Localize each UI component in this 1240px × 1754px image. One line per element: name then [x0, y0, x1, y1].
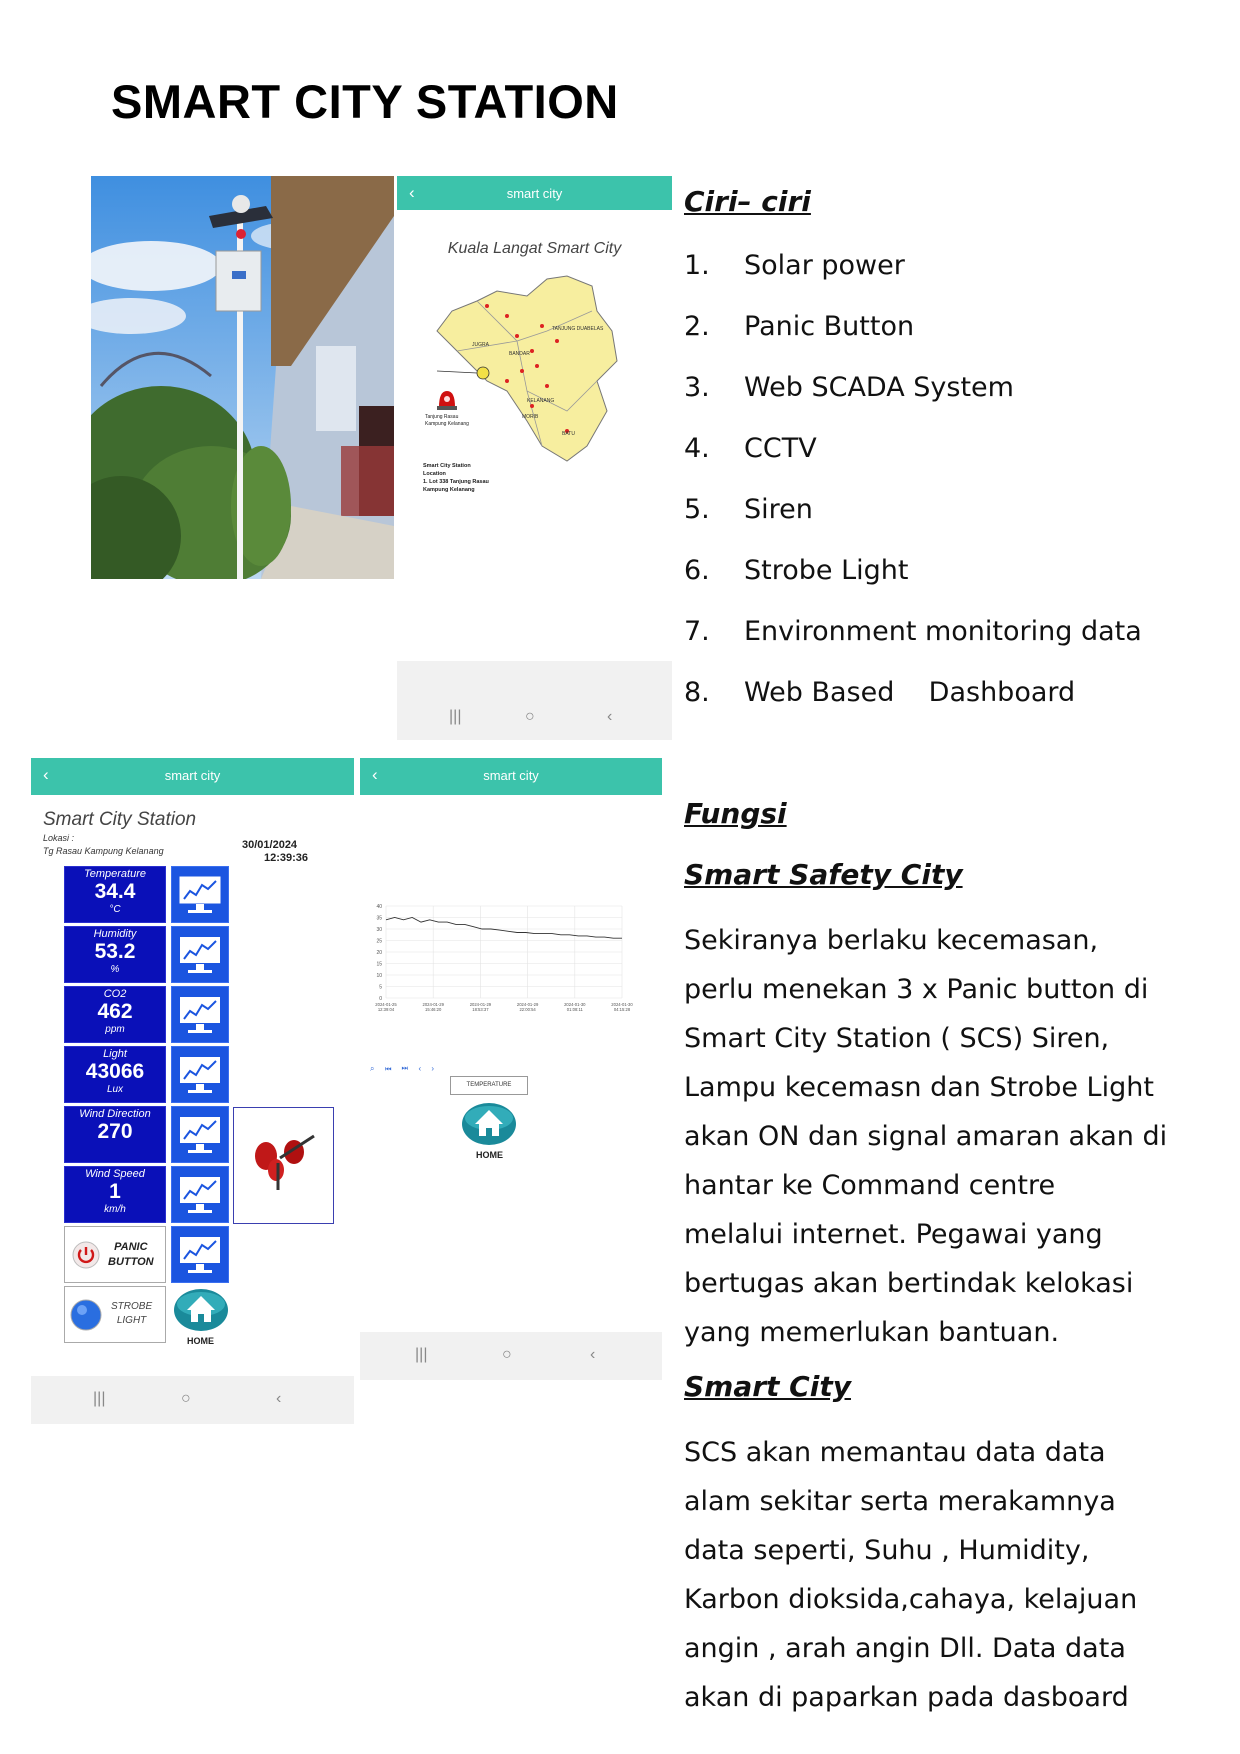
recent-apps-icon[interactable]: ||| — [93, 1390, 106, 1407]
map-screen — [397, 176, 672, 740]
strobe-light-icon — [69, 1298, 103, 1332]
feature-text: Panic Button — [744, 311, 915, 342]
smart-city-heading: Smart City — [684, 1370, 851, 1403]
tile-label: CO2 — [103, 988, 127, 1000]
tile-unit: ppm — [105, 1024, 125, 1035]
chart-x-tick-label: 2024-01-29 — [469, 1002, 492, 1007]
temperature-button[interactable]: TEMPERATURE — [450, 1076, 528, 1095]
app-title: smart city — [483, 768, 539, 783]
chart-x-tick-label: 12:39:04 — [377, 1007, 395, 1012]
chart-y-tick-label: 0 — [379, 996, 382, 1002]
chart-x-tick-label: 2024-01-30 — [564, 1002, 586, 1007]
light-chart-button[interactable] — [171, 1046, 229, 1103]
chart-x-tick-label: 2024-01-30 — [611, 1002, 633, 1007]
feature-text: CCTV — [744, 433, 817, 464]
monitor-chart-icon — [172, 1167, 228, 1222]
smart-safety-paragraph — [684, 916, 1184, 1357]
date-label: 30/01/2024 — [242, 839, 298, 851]
tile-value: 462 — [97, 1000, 133, 1023]
paragraph-line: yang memerlukan bantuan. — [684, 1317, 1060, 1348]
tile-unit: % — [110, 964, 120, 975]
strobe-label: LIGHT — [116, 1315, 147, 1326]
paragraph-line: Smart City Station ( SCS) Siren, — [684, 1023, 1110, 1054]
panic-chart-button[interactable] — [171, 1226, 229, 1283]
tile-unit: Lux — [106, 1084, 124, 1095]
temperature-chart-button[interactable] — [171, 866, 229, 923]
dashboard-screen — [31, 758, 354, 1424]
tile-label: Wind Speed — [85, 1168, 145, 1180]
paragraph-line: akan di paparkan pada dasboard — [684, 1682, 1129, 1713]
anemometer-image — [233, 1107, 334, 1224]
chart-y-tick-label: 30 — [376, 927, 382, 933]
page-title: SMART CITY STATION — [111, 75, 619, 128]
feature-number: 8. — [684, 677, 710, 708]
feature-text: Web SCADA System — [744, 372, 1014, 403]
region-label-bandar: BANDAR — [509, 351, 530, 357]
monitor-chart-icon — [172, 987, 228, 1042]
tile-value: 53.2 — [94, 940, 136, 963]
map-heading: Kuala Langat Smart City — [447, 240, 622, 257]
home-circle-icon[interactable]: ○ — [502, 1346, 512, 1363]
siren-icon — [435, 387, 459, 411]
back-arrow-icon[interactable]: ‹ — [43, 765, 49, 784]
temperature-line-chart — [360, 898, 662, 1018]
tile-value: 270 — [97, 1120, 133, 1143]
android-nav-bar — [360, 1332, 662, 1380]
home-label: HOME — [476, 1150, 503, 1160]
tile-value: 1 — [109, 1180, 121, 1203]
tile-label: Temperature — [84, 868, 146, 880]
chart-y-tick-label: 25 — [376, 938, 382, 945]
app-bar — [360, 758, 662, 795]
wind-vane-icon — [234, 1108, 333, 1223]
feature-number: 4. — [684, 433, 710, 464]
strobe-label: STROBE — [111, 1301, 153, 1312]
feature-text: Siren — [744, 494, 813, 525]
paragraph-line: alam sekitar serta merakamnya — [684, 1486, 1116, 1517]
paragraph-line: akan ON dan signal amaran akan di — [684, 1121, 1168, 1152]
monitor-chart-icon — [172, 867, 228, 922]
app-title: smart city — [164, 768, 221, 783]
dashboard-heading: Smart City Station — [43, 809, 197, 830]
feature-number: 3. — [684, 372, 710, 403]
chart-screen — [360, 758, 662, 1380]
home-circle-icon[interactable]: ○ — [181, 1390, 191, 1407]
feature-number: 7. — [684, 616, 710, 647]
paragraph-line: hantar ke Command centre — [684, 1170, 1056, 1201]
home-icon[interactable] — [173, 1288, 229, 1332]
region-label-tanjung-duabelas: TANJUNG DUABELAS — [552, 326, 604, 332]
wind-direction-tile — [64, 1106, 166, 1163]
station-info-line: Location — [423, 471, 446, 477]
back-chevron-icon[interactable]: ‹ — [590, 1346, 596, 1363]
monitor-chart-icon — [172, 1107, 228, 1162]
lokasi-label: Lokasi : — [43, 833, 75, 843]
panic-label: BUTTON — [108, 1256, 154, 1268]
region-label-batu: BATU — [562, 431, 575, 437]
back-chevron-icon[interactable]: ‹ — [607, 708, 613, 725]
co2-chart-button[interactable] — [171, 986, 229, 1043]
paragraph-line: melalui internet. Pegawai yang — [684, 1219, 1103, 1250]
feature-text: Web Based Dashboard — [744, 677, 1076, 708]
home-icon[interactable] — [461, 1102, 517, 1146]
humidity-tile — [64, 926, 166, 983]
monitor-chart-icon — [172, 1227, 228, 1282]
home-circle-icon[interactable]: ○ — [525, 708, 535, 725]
recent-apps-icon[interactable]: ||| — [449, 708, 462, 725]
feature-text: Strobe Light — [744, 555, 909, 586]
feature-text: Solar power — [744, 250, 905, 281]
app-title: smart city — [506, 186, 563, 201]
tile-label: Humidity — [93, 928, 137, 940]
smart-city-paragraph — [684, 1428, 1184, 1722]
chart-y-tick-label: 5 — [379, 984, 382, 991]
monitor-chart-icon — [172, 1047, 228, 1102]
tile-label: Light — [103, 1048, 127, 1060]
chart-y-tick-label: 40 — [376, 904, 382, 910]
feature-number: 5. — [684, 494, 710, 525]
tile-label: Wind Direction — [79, 1108, 151, 1120]
features-heading: Ciri– ciri — [684, 185, 811, 218]
tile-unit: °C — [109, 904, 121, 915]
android-nav-bar — [31, 1376, 354, 1424]
paragraph-line: Karbon dioksida,cahaya, kelajuan — [684, 1584, 1138, 1615]
map-gray-footer — [397, 661, 672, 696]
lokasi-value: Tg Rasau Kampung Kelanang — [43, 846, 164, 856]
strobe-light-button[interactable] — [64, 1286, 166, 1343]
siren-label: Tanjung Rasau Kampung Kelanang — [425, 414, 469, 427]
region-label-jugra: JUGRA — [472, 342, 489, 348]
chart-y-tick-label: 10 — [376, 973, 382, 979]
chart-x-tick-label: 01:08:11 — [566, 1007, 583, 1012]
chart-x-tick-label: 04:15:28 — [613, 1007, 631, 1012]
tile-value: 43066 — [85, 1060, 145, 1083]
wind-speed-tile — [64, 1166, 166, 1223]
feature-number: 1. — [684, 250, 710, 281]
back-chevron-icon[interactable]: ‹ — [276, 1390, 282, 1407]
time-label: 12:39:36 — [264, 852, 309, 864]
chart-y-tick-label: 20 — [376, 950, 382, 956]
wind-direction-chart-button[interactable] — [171, 1106, 229, 1163]
paragraph-line: Lampu kecemasn dan Strobe Light — [684, 1072, 1154, 1103]
paragraph-line: SCS akan memantau data data — [684, 1437, 1106, 1468]
chart-x-tick-label: 18:53:37 — [472, 1007, 489, 1012]
district-map — [417, 271, 657, 471]
back-arrow-icon[interactable]: ‹ — [409, 183, 415, 202]
panic-button[interactable] — [64, 1226, 166, 1283]
station-info — [423, 462, 489, 494]
chart-zoom-controls[interactable]: ⌕ ⏮ ⏭ ‹ › — [370, 1064, 439, 1073]
light-tile — [64, 1046, 166, 1103]
feature-number: 2. — [684, 311, 710, 342]
chart-y-tick-label: 35 — [376, 915, 382, 922]
smart-safety-heading: Smart Safety City — [684, 858, 963, 891]
region-label-morib: MORIB — [522, 414, 539, 420]
paragraph-line: angin , arah angin Dll. Data data — [684, 1633, 1126, 1664]
recent-apps-icon[interactable]: ||| — [415, 1346, 428, 1363]
wind-speed-chart-button[interactable] — [171, 1166, 229, 1223]
tile-unit: km/h — [104, 1204, 126, 1215]
chart-series-line — [386, 918, 622, 939]
humidity-chart-button[interactable] — [171, 926, 229, 983]
panic-label: PANIC — [114, 1241, 148, 1253]
station-info-line: Smart City Station — [423, 463, 471, 469]
back-arrow-icon[interactable]: ‹ — [372, 765, 378, 784]
chart-x-tick-label: 22:00:54 — [519, 1007, 536, 1012]
chart-x-tick-label: 2024-01-25 — [375, 1002, 397, 1007]
paragraph-line: data seperti, Suhu , Humidity, — [684, 1535, 1090, 1566]
chart-x-tick-label: 2024-01-29 — [422, 1002, 444, 1007]
station-photo — [91, 176, 394, 579]
android-nav-bar — [397, 696, 672, 740]
co2-tile — [64, 986, 166, 1043]
feature-text: Environment monitoring data — [744, 616, 1142, 647]
station-info-line: 1. Lot 338 Tanjung Rasau — [423, 479, 489, 485]
power-icon — [72, 1241, 100, 1269]
temperature-tile — [64, 866, 166, 923]
monitor-chart-icon — [172, 927, 228, 982]
station-info-line: Kampung Kelanang — [423, 487, 475, 493]
paragraph-line: Sekiranya berlaku kecemasan, — [684, 925, 1099, 956]
app-bar — [397, 176, 672, 210]
chart-x-tick-label: 15:46:20 — [425, 1007, 442, 1012]
paragraph-line: bertugas akan bertindak kelokasi — [684, 1268, 1134, 1299]
chart-x-tick-label: 2024-01-29 — [516, 1002, 539, 1007]
chart-y-tick-label: 15 — [376, 961, 382, 968]
region-label-kelanang: KELANANG — [527, 398, 555, 404]
fungsi-heading: Fungsi — [684, 797, 787, 830]
app-bar — [31, 758, 354, 795]
home-label: HOME — [187, 1336, 214, 1346]
paragraph-line: perlu menekan 3 x Panic button di — [684, 974, 1149, 1005]
feature-number: 6. — [684, 555, 710, 586]
tile-value: 34.4 — [94, 880, 136, 903]
